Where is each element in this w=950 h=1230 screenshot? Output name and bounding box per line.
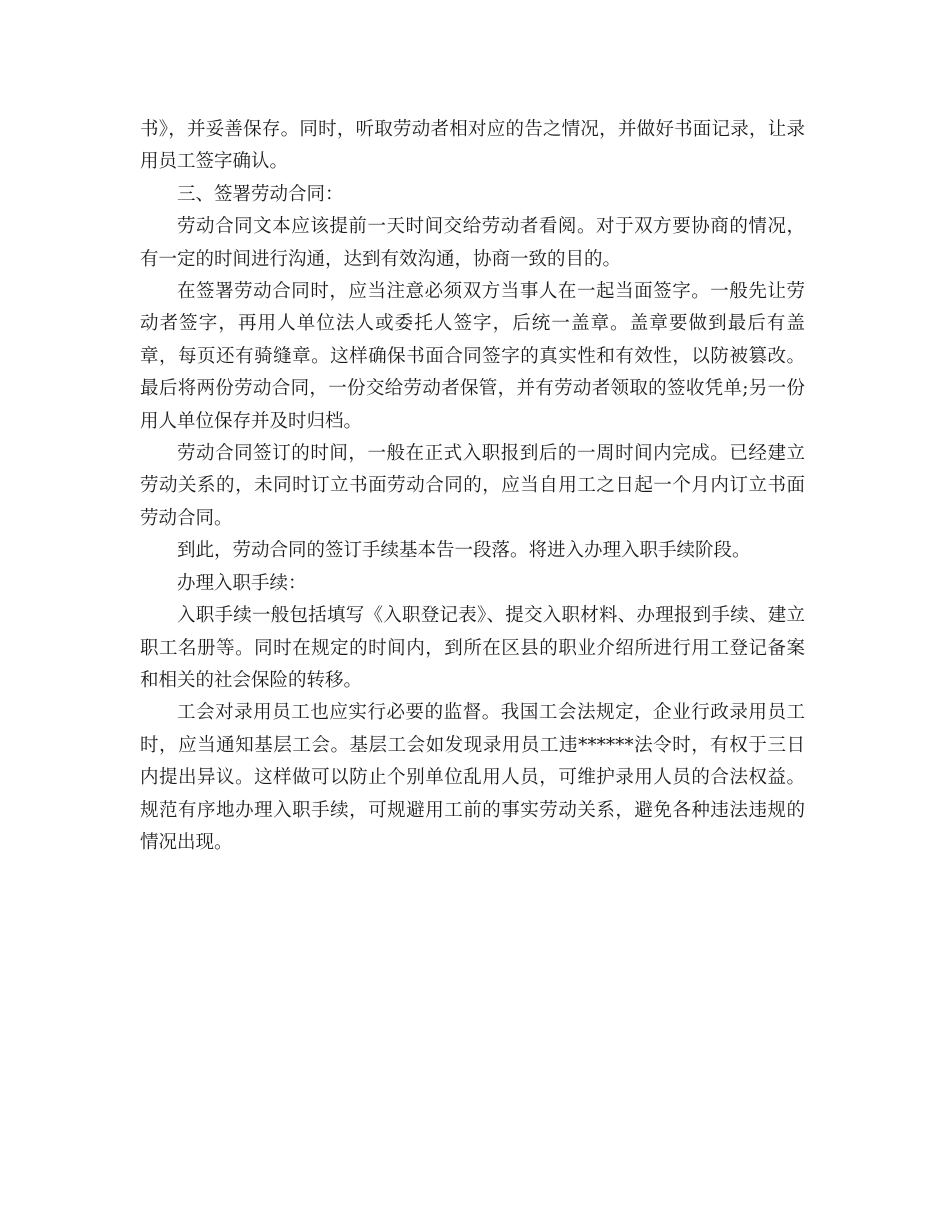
paragraph-union-supervision: 工会对录用员工也应实行必要的监督。我国工会法规定，企业行政录用员工时，应当通知基层工会。基层工会如发现录用员工违******法令时，有权于三日内提出异议。这样做可以防止个别单位乱用人员，可维护录用人员的合法权益。规范有序地办理入职手续，可规避用工前的事实劳动关系，避免各种违法违规的情况出现。 bbox=[140, 702, 805, 853]
section-heading-sign-contract: 三、签署劳动合同： bbox=[177, 183, 344, 205]
paragraph-transition: 到此，劳动合同的签订手续基本告一段落。将进入办理入职手续阶段。 bbox=[177, 540, 751, 562]
paragraph-signing-timeframe: 劳动合同签订的时间，一般在正式入职报到后的一周时间内完成。已经建立劳动关系的，未同时订立书面劳动合同的，应当自用工之日起一个月内订立书面劳动合同。 bbox=[140, 443, 805, 529]
section-heading-onboarding: 办理入职手续： bbox=[177, 572, 307, 594]
document-body bbox=[140, 114, 805, 859]
paragraph-signing-procedure: 在签署劳动合同时，应当注意必须双方当事人在一起当面签字。一般先让劳动者签字，再用人单位法人或委托人签字，后统一盖章。盖章要做到最后有盖章，每页还有骑缝章。这样确保书面合同签字的真实性和有效性，以防被篡改。最后将两份劳动合同，一份交给劳动者保管，并有劳动者领取的签收凭单;另一份用人单位保存并及时归档。 bbox=[140, 281, 805, 432]
paragraph-continuation: 书》，并妥善保存。同时，听取劳动者相对应的告之情况，并做好书面记录，让录用员工签字确认。 bbox=[140, 119, 805, 173]
paragraph-onboarding-steps: 入职手续一般包括填写《入职登记表》、提交入职材料、办理报到手续、建立职工名册等。同时在规定的时间内，到所在区县的职业介绍所进行用工登记备案和相关的社会保险的转移。 bbox=[140, 605, 805, 691]
paragraph-contract-review: 劳动合同文本应该提前一天时间交给劳动者看阅。对于双方要协商的情况，有一定的时间进行沟通，达到有效沟通，协商一致的目的。 bbox=[140, 216, 805, 270]
